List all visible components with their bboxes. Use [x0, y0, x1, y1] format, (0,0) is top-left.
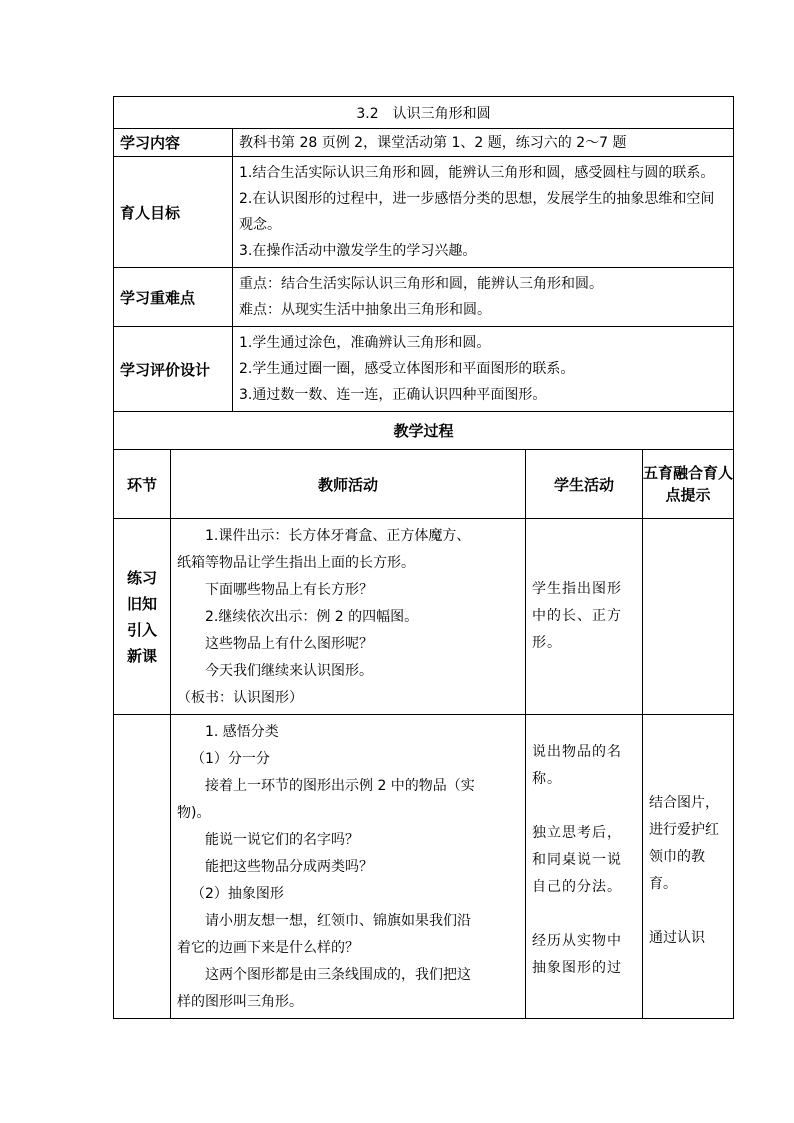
teacher-line: 样的图形叫三角形。 [177, 994, 303, 1010]
learning-content-label: 学习内容 [114, 129, 233, 157]
student-activity-cell: 学生指出图形中的长、正方形。 [526, 519, 643, 715]
wuyu-cell [643, 715, 734, 1019]
process-title: 教学过程 [114, 412, 734, 450]
teacher-line: （板书：认识图形） [177, 690, 303, 706]
teacher-line: （1）分一分 [191, 751, 270, 767]
teacher-line: 1.课件出示：长方体牙膏盒、正方体魔方、 [205, 528, 471, 544]
evaluation-item: 3.通过数一数、连一连，正确认识四种平面图形。 [239, 387, 547, 403]
teacher-line: 1. 感悟分类 [205, 724, 279, 740]
process-row-classify [114, 715, 734, 1019]
teacher-line: 接着上一环节的图形出示例 2 中的物品（实 [205, 778, 475, 794]
teacher-line: 下面哪些物品上有长方形？ [205, 582, 373, 598]
wuyu-cell [643, 519, 734, 715]
lesson-title: 3.2 认识三角形和圆 [114, 97, 734, 129]
title-row [114, 97, 734, 129]
teacher-activity-cell [171, 519, 526, 715]
key-point-item: 难点：从现实生活中抽象出三角形和圆。 [239, 302, 491, 318]
process-header-row [114, 450, 734, 519]
student-line: 说出物品的名称。 [532, 744, 622, 787]
teacher-line: 请小朋友想一想，红领巾、锦旗如果我们沿 [205, 913, 471, 929]
goals-text [233, 157, 734, 268]
stage-line: 新课 [126, 646, 157, 665]
evaluation-row [114, 327, 734, 412]
process-title-row [114, 412, 734, 450]
process-row-intro [114, 519, 734, 715]
stage-line: 练习 [126, 568, 157, 587]
teacher-line: 2.继续依次出示：例 2 的四幅图。 [205, 609, 419, 625]
student-line: 经历从实物中抽象图形的过 [532, 933, 622, 976]
stage-line: 引入 [126, 620, 157, 639]
stage-cell [114, 715, 171, 1019]
teacher-line: 今天我们继续来认识图形。 [205, 663, 373, 679]
goals-label: 育人目标 [114, 157, 233, 268]
teacher-line: （2）抽象图形 [191, 886, 284, 902]
evaluation-item: 2.学生通过圈一圈，感受立体图形和平面图形的联系。 [239, 361, 575, 377]
goal-item: 1.结合生活实际认识三角形和圆，能辨认三角形和圆，感受圆柱与圆的联系。 [239, 165, 715, 181]
key-points-text [233, 268, 734, 327]
goal-item: 3.在操作活动中激发学生的学习兴趣。 [239, 243, 477, 259]
evaluation-item: 1.学生通过涂色，准确辨认三角形和圆。 [239, 335, 491, 351]
stage-cell [114, 519, 171, 715]
evaluation-label: 学习评价设计 [114, 327, 233, 412]
student-activity-cell [526, 715, 643, 1019]
student-line: 独立思考后，和同桌说一说自己的分法。 [532, 825, 622, 895]
key-points-row [114, 268, 734, 327]
teacher-line: 这些物品上有什么图形呢？ [205, 636, 373, 652]
wuyu-line: 结合图片，进行爱护红领巾的教育。 [649, 795, 719, 892]
wuyu-line: 通过认识 [649, 930, 705, 946]
lesson-plan-table [113, 96, 734, 1019]
teacher-line: 物)。 [177, 805, 211, 821]
header-wuyu: 五育融合育人点提示 [643, 450, 734, 519]
evaluation-text [233, 327, 734, 412]
teacher-line: 着它的边画下来是什么样的？ [177, 940, 359, 956]
learning-content-text: 教科书第 28 页例 2，课堂活动第 1、2 题，练习六的 2～7 题 [233, 129, 734, 157]
header-stage: 环节 [114, 450, 171, 519]
key-points-label: 学习重难点 [114, 268, 233, 327]
learning-content-row [114, 129, 734, 157]
key-point-item: 重点：结合生活实际认识三角形和圆，能辨认三角形和圆。 [239, 276, 603, 292]
goals-row [114, 157, 734, 268]
teacher-line: 能说一说它们的名字吗？ [205, 832, 359, 848]
teacher-line: 能把这些物品分成两类吗？ [205, 859, 373, 875]
teacher-line: 纸箱等物品让学生指出上面的长方形。 [177, 555, 415, 571]
teacher-activity-cell [171, 715, 526, 1019]
goal-item: 2.在认识图形的过程中，进一步感悟分类的思想，发展学生的抽象思维和空间观念。 [239, 191, 715, 233]
teacher-line: 这两个图形都是由三条线围成的，我们把这 [205, 967, 471, 983]
header-student: 学生活动 [526, 450, 643, 519]
header-teacher: 教师活动 [171, 450, 526, 519]
stage-line: 旧知 [126, 594, 157, 613]
